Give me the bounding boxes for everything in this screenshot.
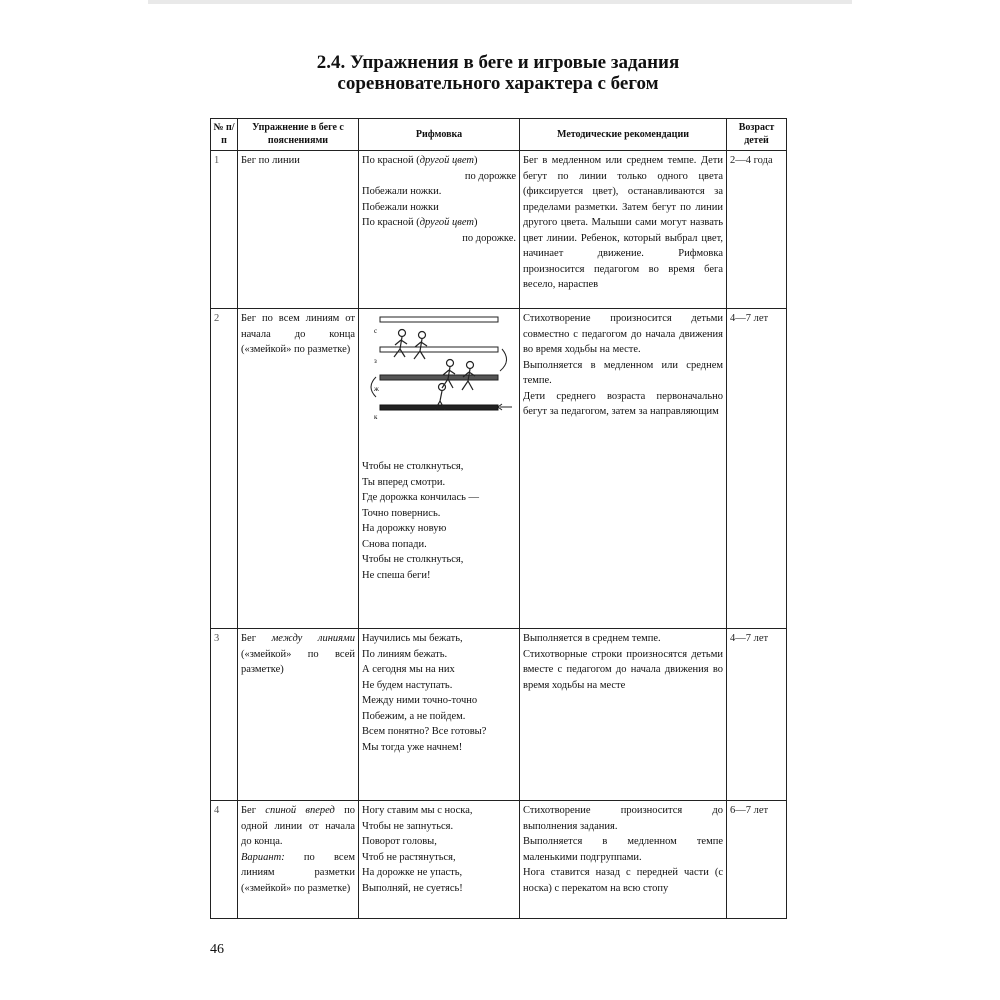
row-num: 4 — [211, 801, 238, 919]
exercise-table — [210, 118, 787, 919]
method-paragraph: Стихотворные строки произносятся детьми вместе с педагогом до начала движения во время ходьбы на месте — [523, 648, 723, 691]
row-exercise: Бег по линии — [238, 151, 359, 309]
row-num: 2 — [211, 309, 238, 629]
track-line-3 — [380, 375, 498, 380]
rhyme-line: Всем понятно? Все готовы? — [362, 726, 487, 737]
rhyme-line: На дорожку новую — [362, 523, 447, 534]
running-lines-figure — [362, 313, 512, 431]
header-num: № п/п — [211, 119, 238, 151]
rhyme-line: Между ними точно-точно — [362, 695, 478, 706]
row-method: Бег в медленном или среднем темпе. Дети бегут по линии только одного цвета (фиксируется цвет), останавливаются за пределами разметки. Затем бегут по линии другого цвета. Малыши сами могут назвать цвет линии. Ребенок, который выбрал цвет, начинает движение. Рифмовка произносится педагогом во время бега весело, нараспев — [520, 151, 727, 309]
rhyme-line: Снова попади. — [362, 538, 427, 550]
row-num: 1 — [211, 151, 238, 309]
rhyme-line: По красной (другой цвет) — [362, 155, 478, 166]
rhyme-line: Побежали ножки. — [362, 186, 442, 197]
header-method: Методические рекомендации — [520, 119, 727, 151]
runner-figure-2 — [414, 332, 427, 360]
row-age: 4—7 лет — [727, 309, 787, 629]
zigzag-arrow-right — [500, 349, 507, 371]
rhyme-line: Чтобы не столкнуться, — [362, 554, 464, 565]
method-paragraph: Стихотворение произносится детьми совместно с педагогом до начала движения во время ходьбы на месте. — [523, 313, 723, 355]
page-number: 46 — [210, 942, 224, 957]
runner-figure-1 — [394, 330, 407, 358]
row-rhyme — [359, 801, 520, 919]
row-age: 4—7 лет — [727, 629, 787, 801]
figure-label: ж — [374, 385, 379, 393]
row-num: 3 — [211, 629, 238, 801]
table-row — [211, 309, 787, 629]
row-age: 2—4 года — [727, 151, 787, 309]
rhyme-line: Где дорожка кончилась — — [362, 492, 480, 503]
row-exercise: Бег между линиями («змейкой» по всей разметке) — [238, 629, 359, 801]
top-edge-bar — [148, 0, 852, 4]
rhyme-line: Научились мы бежать, — [362, 633, 463, 644]
figure-label: к — [374, 413, 378, 421]
rhyme-line: по дорожке. — [462, 232, 516, 244]
track-line-4 — [380, 405, 498, 410]
method-paragraph: Нога ставится назад с передней части (с носка) с перекатом на всю стопу — [523, 867, 723, 894]
table-header-row — [211, 119, 787, 151]
rhyme-line: Ты вперед смотри. — [362, 476, 446, 488]
method-paragraph: Дети среднего возраста первоначально бегут за педагогом, затем за направляющим — [523, 390, 723, 417]
rhyme-line: На дорожке не упасть, — [362, 867, 463, 878]
rhyme-line: Чтоб не растянуться, — [362, 851, 456, 863]
rhyme-line: А сегодня мы на них — [362, 664, 455, 675]
row-age: 6—7 лет — [727, 801, 787, 919]
header-rhyme: Рифмовка — [359, 119, 520, 151]
rhyme-line: Побежим, а не пойдем. — [362, 710, 466, 722]
title-line-1: 2.4. Упражнения в беге и игровые задания — [316, 52, 680, 73]
table-row — [211, 629, 787, 801]
rhyme-line: по дорожке — [464, 170, 516, 182]
rhyme-line: Мы тогда уже начнем! — [362, 741, 463, 753]
rhyme-line: Точно повернись. — [362, 507, 441, 519]
method-paragraph: Выполняется в медленном темпе маленькими подгруппами. — [523, 836, 723, 863]
row-exercise: Бег по всем линиям от начала до конца («змейкой» по разметке) — [238, 309, 359, 629]
method-paragraph: Выполняется в медленном или среднем темпе. — [523, 359, 723, 386]
row-method — [520, 629, 727, 801]
page-title — [210, 52, 786, 94]
method-paragraph: Выполняется в среднем темпе. — [523, 633, 661, 644]
row-exercise: Бег спиной вперед по одной линии от начала до конца. Вариант: по всем линиям разметки («змейкой» по разметке) — [238, 801, 359, 919]
table-row — [211, 151, 787, 309]
method-paragraph: Стихотворение произносится до выполнения задания. — [523, 805, 723, 832]
rhyme-line: По линиям бежать. — [362, 648, 448, 660]
title-line-2: соревновательного характера с бегом — [337, 73, 659, 94]
track-line-1 — [380, 317, 498, 322]
header-exercise: Упражнение в беге с пояснениями — [238, 119, 359, 151]
rhyme-line: Не будем наступать. — [362, 679, 453, 691]
rhyme-line: Поворот головы, — [362, 836, 437, 847]
figure-label: с — [374, 327, 378, 335]
row-method — [520, 309, 727, 629]
header-age: Возраст детей — [727, 119, 787, 151]
row-rhyme — [359, 151, 520, 309]
rhyme-line: Побежали ножки — [362, 201, 439, 213]
rhyme-line: По красной (другой цвет) — [362, 217, 478, 228]
rhyme-line: Выполняй, не суетясь! — [362, 882, 463, 894]
row-method — [520, 801, 727, 919]
rhyme-line: Чтобы не столкнуться, — [362, 461, 464, 472]
rhyme-line: Не спеша беги! — [362, 569, 431, 581]
table-row — [211, 801, 787, 919]
row-rhyme — [359, 309, 520, 629]
row-rhyme — [359, 629, 520, 801]
figure-label: з — [374, 357, 377, 365]
rhyme-line: Чтобы не запнуться. — [362, 820, 454, 832]
rhyme-line: Ногу ставим мы с носка, — [362, 805, 473, 816]
